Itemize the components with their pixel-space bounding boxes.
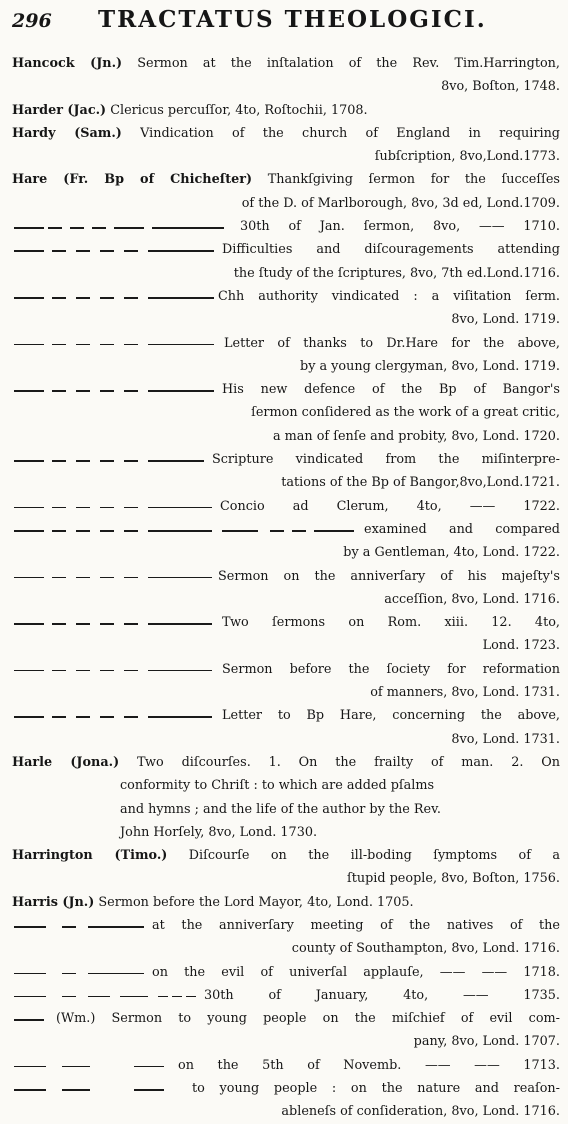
ditto-dash: [158, 996, 168, 998]
ditto-dash: [14, 507, 44, 509]
entry-line: [0, 471, 568, 494]
bibliography-entries: [0, 52, 568, 1124]
entry-text: Sermon on the anniverſary of his majeſty's: [218, 568, 560, 584]
entry-line: [0, 518, 568, 541]
ditto-dash: [100, 390, 114, 392]
entry-text: tations of the Bp of Bangor,8vo,Lond.1721.: [281, 475, 560, 491]
entry-line: [0, 1100, 568, 1123]
ditto-dash: [124, 297, 138, 299]
ditto-dash: [52, 577, 66, 579]
ditto-dash: [292, 530, 306, 532]
ditto-dash: [52, 623, 66, 625]
ditto-dash: [14, 926, 46, 928]
ditto-dash: [14, 670, 44, 672]
ditto-dash: [148, 507, 212, 509]
ditto-dash: [70, 227, 84, 229]
entry-line: [0, 215, 568, 238]
entry-text: acceſſion, 8vo, Lond. 1716.: [384, 591, 560, 607]
entry-text: of manners, 8vo, Lond. 1731.: [370, 685, 560, 701]
ditto-dash: [270, 530, 284, 532]
ditto-dash: [186, 996, 196, 998]
ditto-dash: [14, 716, 44, 718]
entry-line: [0, 1054, 568, 1077]
ditto-dash: [14, 344, 44, 346]
ditto-dash: [222, 530, 258, 532]
ditto-dash: [124, 390, 138, 392]
ditto-dash: [52, 716, 66, 718]
ditto-dash: [62, 1066, 90, 1068]
ditto-dash: [124, 716, 138, 718]
ditto-dash: [148, 530, 212, 532]
ditto-dash: [52, 507, 66, 509]
entry-text: examined and compared: [364, 521, 560, 537]
ditto-dash: [148, 623, 212, 625]
entry-line: [0, 401, 568, 424]
ditto-dash: [14, 996, 46, 998]
entry-text: Difficulties and diſcouragements attending: [222, 242, 560, 258]
author-name: Hardy (Sam.): [12, 125, 122, 141]
entry-line: [0, 52, 568, 75]
entry-text: 30th of Jan. ſermon, 8vo, —— 1710.: [240, 219, 560, 235]
ditto-dash: [100, 297, 114, 299]
entry-text: Hare (Fr. Bp of Chicheſter) Thankſgiving ſermon for the ſucceſſes: [12, 172, 560, 188]
ditto-dash: [62, 1089, 90, 1091]
entry-line: [0, 425, 568, 448]
ditto-dash: [52, 297, 66, 299]
entry-text: of the D. of Marlborough, 8vo, 3d ed, Lond.1709.: [241, 195, 560, 211]
entry-text: Harris (Jn.) Sermon before the Lord Mayor, 4to, Lond. 1705.: [12, 894, 414, 910]
author-name: Harle (Jona.): [12, 754, 120, 770]
entry-line: [0, 914, 568, 937]
ditto-dash: [76, 507, 90, 509]
ditto-dash: [14, 973, 46, 975]
ditto-dash: [124, 250, 138, 252]
entry-text: Hancock (Jn.) Sermon at the inſtalation of the Rev. Tim.Harrington,: [12, 56, 560, 71]
entry-text: at the anniverſary meeting of the natives of the: [152, 917, 560, 933]
entry-text: Hardy (Sam.) Vindication of the church of England in requiring: [12, 125, 561, 141]
entry-line: [0, 984, 568, 1007]
ditto-dash: [100, 507, 114, 509]
entry-text: John Horſely, 8vo, Lond. 1730.: [120, 824, 318, 840]
entry-text: Harle (Jona.) Two diſcourſes. 1. On the frailty of man. 2. On: [12, 754, 560, 770]
ditto-dash: [14, 530, 44, 532]
entry-text: Chh authority vindicated : a viſitation ſerm.: [218, 288, 560, 304]
author-name: Harrington (Timo.): [12, 848, 168, 864]
entry-line: [0, 681, 568, 704]
entry-text: pany, 8vo, Lond. 1707.: [413, 1034, 560, 1050]
author-name: Hare (Fr. Bp of Chicheſter): [12, 172, 253, 188]
ditto-dash: [100, 623, 114, 625]
entry-text: Scripture vindicated from the miſinterpre-: [212, 452, 560, 468]
ditto-dash: [14, 1019, 44, 1021]
ditto-dash: [148, 390, 214, 392]
entry-line: [0, 448, 568, 471]
entry-text: ſermon conſidered as the work of a great critic,: [251, 405, 560, 421]
entry-text: 30th of January, 4to, —— 1735.: [204, 987, 560, 1003]
author-name: Hancock (Jn.): [12, 56, 123, 71]
entry-line: [0, 961, 568, 984]
entry-line: [0, 844, 568, 867]
entry-line: [0, 821, 568, 844]
entry-line: [0, 145, 568, 168]
ditto-dash: [148, 577, 212, 579]
ditto-dash: [100, 460, 114, 462]
running-title: TRACTATUS THEOLOGICI.: [98, 6, 487, 33]
ditto-dash: [76, 623, 90, 625]
entry-text: Concio ad Clerum, 4to, —— 1722.: [220, 498, 560, 514]
ditto-dash: [14, 297, 44, 299]
entry-text: (Wm.) Sermon to young people on the miſchief of evil com-: [56, 1011, 560, 1027]
entry-line: [0, 285, 568, 308]
ditto-dash: [76, 530, 90, 532]
page-header: [12, 4, 560, 38]
entry-text: by a young clergyman, 8vo, Lond. 1719.: [300, 358, 560, 374]
entry-line: [0, 355, 568, 378]
entry-text: county of Southampton, 8vo, Lond. 1716.: [291, 941, 560, 957]
entry-line: [0, 75, 568, 98]
entry-text: conformity to Chriſt : to which are added pſalms: [120, 778, 435, 794]
entry-text: 8vo, Boſton, 1748.: [441, 79, 560, 95]
entry-text: 8vo, Lond. 1731.: [451, 731, 560, 747]
entry-line: [0, 378, 568, 401]
ditto-dash: [148, 250, 214, 252]
entry-text: by a Gentleman, 4to, Lond. 1722.: [343, 545, 560, 561]
entry-line: [0, 867, 568, 890]
ditto-dash: [124, 530, 138, 532]
ditto-dash: [62, 926, 76, 928]
entry-text: Letter of thanks to Dr.Hare for the above,: [224, 335, 560, 351]
entry-line: [0, 122, 568, 145]
entry-line: [0, 332, 568, 355]
ditto-dash: [100, 250, 114, 252]
ditto-dash: [52, 460, 66, 462]
ditto-dash: [124, 507, 138, 509]
entry-text: on the evil of univerſal applauſe, —— —— 1718.: [152, 964, 560, 980]
ditto-dash: [76, 460, 90, 462]
ditto-dash: [48, 227, 62, 229]
ditto-dash: [100, 716, 114, 718]
ditto-dash: [148, 460, 204, 462]
entry-line: [0, 611, 568, 634]
ditto-dash: [52, 530, 66, 532]
entry-line: [0, 495, 568, 518]
ditto-dash: [62, 996, 76, 998]
entry-line: [0, 634, 568, 657]
ditto-dash: [148, 670, 212, 672]
ditto-dash: [124, 460, 138, 462]
entry-text: to young people : on the nature and reaſon-: [192, 1081, 560, 1097]
ditto-dash: [76, 577, 90, 579]
ditto-dash: [120, 996, 148, 998]
entry-line: [0, 891, 568, 914]
ditto-dash: [134, 1066, 164, 1068]
ditto-dash: [88, 996, 110, 998]
author-name: Harris (Jn.): [12, 894, 95, 910]
entry-line: [0, 798, 568, 821]
entry-line: [0, 541, 568, 564]
ditto-dash: [52, 344, 66, 346]
ditto-dash: [148, 297, 214, 299]
entry-line: [0, 751, 568, 774]
entry-line: [0, 168, 568, 191]
entry-text: on the 5th of Novemb. —— —— 1713.: [178, 1057, 560, 1073]
ditto-dash: [124, 344, 138, 346]
entry-line: [0, 728, 568, 751]
ditto-dash: [76, 670, 90, 672]
ditto-dash: [14, 577, 44, 579]
entry-text: His new defence of the Bp of Bangor's: [222, 382, 560, 398]
ditto-dash: [134, 1089, 164, 1091]
ditto-dash: [14, 1089, 46, 1091]
ditto-dash: [76, 344, 90, 346]
ditto-dash: [52, 670, 66, 672]
entry-text: Lond. 1723.: [482, 638, 560, 654]
ditto-dash: [14, 390, 44, 392]
ditto-dash: [124, 670, 138, 672]
entry-line: [0, 1077, 568, 1100]
ditto-dash: [88, 973, 144, 975]
ditto-dash: [14, 1066, 46, 1068]
entry-text: ſubſcription, 8vo,Lond.1773.: [374, 149, 560, 165]
ditto-dash: [100, 530, 114, 532]
entry-text: and hymns ; and the life of the author by the Rev.: [120, 801, 441, 817]
ditto-dash: [76, 297, 90, 299]
entry-line: [0, 658, 568, 681]
ditto-dash: [124, 623, 138, 625]
ditto-dash: [14, 227, 44, 229]
ditto-dash: [62, 973, 76, 975]
entry-text: Sermon before the ſociety for reformation: [222, 661, 560, 677]
ditto-dash: [100, 670, 114, 672]
ditto-dash: [148, 716, 212, 718]
ditto-dash: [88, 926, 144, 928]
entry-line: [0, 704, 568, 727]
entry-line: [0, 565, 568, 588]
ditto-dash: [114, 227, 144, 229]
entry-line: [0, 192, 568, 215]
ditto-dash: [172, 996, 182, 998]
ditto-dash: [14, 250, 44, 252]
ditto-dash: [100, 344, 114, 346]
ditto-dash: [76, 390, 90, 392]
ditto-dash: [52, 250, 66, 252]
entry-line: [0, 1030, 568, 1053]
page-number: 296: [12, 10, 52, 32]
entry-text: Letter to Bp Hare, concerning the above,: [222, 708, 560, 724]
author-name: Harder (Jac.): [12, 102, 107, 118]
ditto-dash: [14, 623, 44, 625]
ditto-dash: [148, 344, 214, 346]
entry-text: a man of ſenſe and probity, 8vo, Lond. 1720.: [272, 428, 560, 444]
ditto-dash: [124, 577, 138, 579]
ditto-dash: [152, 227, 224, 229]
ditto-dash: [100, 577, 114, 579]
entry-text: Harrington (Timo.) Diſcourſe on the ill-boding ſymptoms of a: [12, 848, 560, 864]
entry-line: [0, 937, 568, 960]
entry-line: [0, 588, 568, 611]
entry-line: [0, 308, 568, 331]
ditto-dash: [76, 250, 90, 252]
entry-text: the ſtudy of the ſcriptures, 8vo, 7th ed.Lond.1716.: [233, 265, 560, 281]
ditto-dash: [52, 390, 66, 392]
entry-line: [0, 238, 568, 261]
entry-text: ableneſs of conſideration, 8vo, Lond. 1716.: [281, 1104, 560, 1120]
ditto-dash: [314, 530, 354, 532]
entry-text: Two ſermons on Rom. xiii. 12. 4to,: [222, 615, 560, 631]
entry-line: [0, 774, 568, 797]
entry-text: 8vo, Lond. 1719.: [451, 312, 560, 328]
ditto-dash: [14, 460, 44, 462]
entry-line: [0, 1007, 568, 1030]
entry-line: [0, 99, 568, 122]
ditto-dash: [92, 227, 106, 229]
entry-line: [0, 262, 568, 285]
entry-text: Harder (Jac.) Clericus percuſſor, 4to, Roſtochii, 1708.: [12, 102, 368, 118]
ditto-dash: [76, 716, 90, 718]
entry-text: ſtupid people, 8vo, Boſton, 1756.: [346, 871, 560, 887]
